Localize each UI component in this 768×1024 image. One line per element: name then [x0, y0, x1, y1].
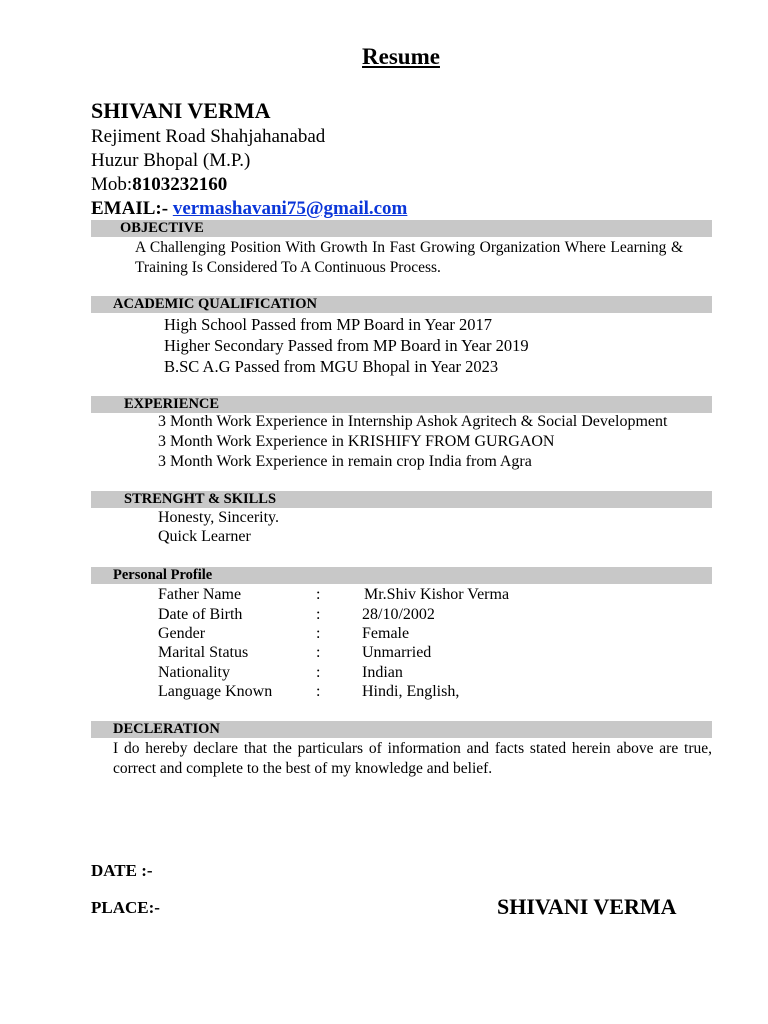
profile-label: Gender	[158, 625, 206, 642]
skill-item: Quick Learner	[158, 528, 251, 545]
email-line	[91, 198, 407, 220]
profile-label: Nationality	[158, 664, 230, 681]
academic-item: High School Passed from MP Board in Year 2017	[164, 315, 493, 334]
profile-value: Hindi, English,	[362, 683, 460, 700]
experience-item: 3 Month Work Experience in KRISHIFY FROM GURGAON	[158, 433, 555, 450]
profile-separator: :	[316, 664, 321, 681]
mobile-line	[91, 174, 227, 196]
profile-value: Indian	[362, 664, 403, 681]
date-label: DATE :-	[91, 861, 153, 880]
profile-value: Unmarried	[362, 644, 432, 661]
profile-label: Marital Status	[158, 644, 249, 661]
profile-value: Female	[362, 625, 410, 642]
candidate-name: SHIVANI VERMA	[91, 98, 271, 123]
address-line-2: Huzur Bhopal (M.P.)	[91, 150, 251, 171]
email-link[interactable]: vermashavani75@gmail.com	[172, 198, 408, 219]
academic-item: Higher Secondary Passed from MP Board in Year 2019	[164, 336, 529, 355]
address-line-1: Rejiment Road Shahjahanabad	[91, 126, 326, 147]
experience-item: 3 Month Work Experience in remain crop India from Agra	[158, 453, 532, 470]
profile-separator: :	[316, 586, 321, 603]
profile-label: Language Known	[158, 683, 273, 700]
signature-name: SHIVANI VERMA	[497, 894, 677, 919]
profile-value: Mr.Shiv Kishor Verma	[364, 586, 510, 603]
objective-text: A Challenging Position With Growth In Fast Growing Organization Where Learning & Training Is Considered To A Continuous Process.	[135, 239, 683, 276]
mobile-number: 8103232160	[132, 174, 228, 195]
email-label: EMAIL:-	[91, 198, 169, 219]
profile-label: Date of Birth	[158, 606, 243, 623]
experience-heading: EXPERIENCE	[124, 396, 220, 412]
declaration-section-bar	[91, 721, 712, 738]
skills-heading: STRENGHT & SKILLS	[124, 491, 277, 507]
profile-section-bar	[91, 567, 712, 584]
experience-section-bar	[91, 396, 712, 413]
mobile-label: Mob:	[91, 174, 133, 195]
profile-separator: :	[316, 606, 321, 623]
profile-label: Father Name	[158, 586, 242, 603]
objective-heading: OBJECTIVE	[120, 220, 204, 236]
profile-separator: :	[316, 625, 321, 642]
profile-value: 28/10/2002	[362, 606, 435, 623]
profile-separator: :	[316, 683, 321, 700]
skills-section-bar	[91, 491, 712, 508]
profile-separator: :	[316, 644, 321, 661]
academic-heading: ACADEMIC QUALIFICATION	[113, 296, 317, 312]
experience-item: 3 Month Work Experience in Internship Ashok Agritech & Social Development	[158, 413, 668, 430]
academic-item: B.SC A.G Passed from MGU Bhopal in Year 2023	[164, 357, 499, 376]
document-title: Resume	[362, 44, 440, 69]
place-label: PLACE:-	[91, 898, 160, 917]
declaration-text: I do hereby declare that the particulars of information and facts stated herein above are true, correct and complete to the best of my knowledge and belief.	[113, 740, 712, 777]
academic-section-bar	[91, 296, 712, 313]
skill-item: Honesty, Sincerity.	[158, 509, 280, 526]
profile-heading: Personal Profile	[113, 567, 213, 583]
objective-section-bar	[91, 220, 712, 237]
declaration-heading: DECLERATION	[113, 721, 220, 737]
